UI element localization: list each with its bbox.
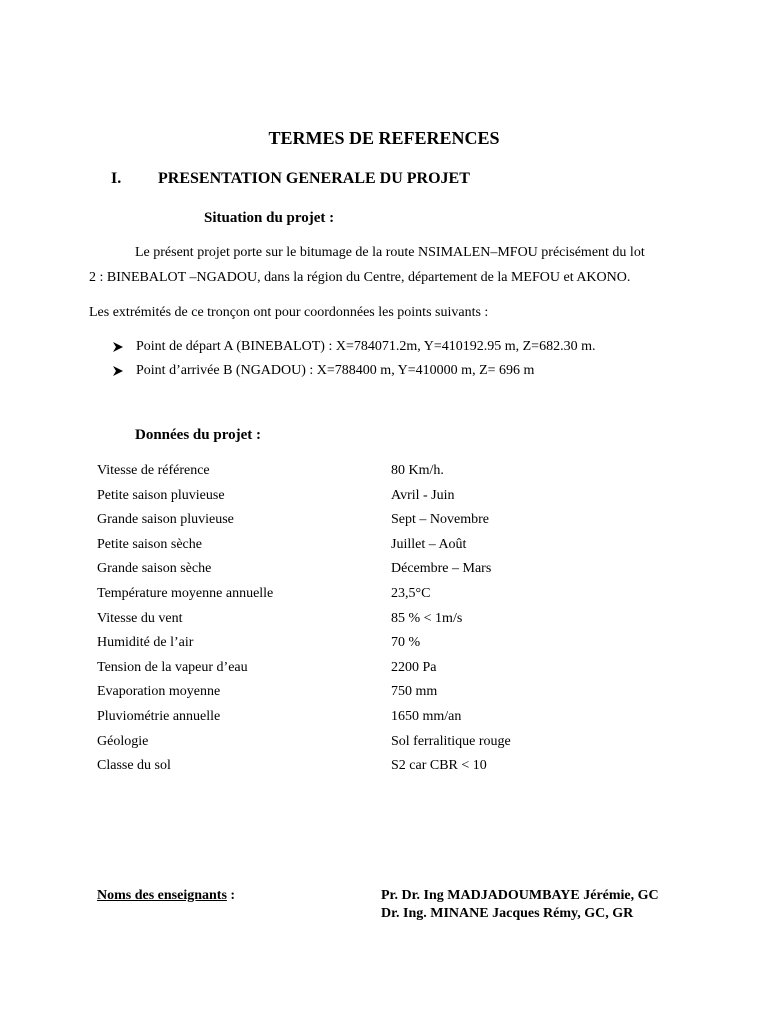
situation-heading: Situation du projet : <box>204 210 335 226</box>
table-cell-label: Vitesse du vent <box>97 610 183 626</box>
teacher-name-1: Pr. Dr. Ing MADJADOUMBAYE Jérémie, GC <box>381 888 659 903</box>
table-cell-value: 70 % <box>391 635 421 651</box>
table-cell-value: 1650 mm/an <box>391 708 462 724</box>
teachers-label-suffix: : <box>226 888 236 903</box>
table-cell-label: Grande saison pluvieuse <box>97 512 234 528</box>
table-cell-value: S2 car CBR < 10 <box>391 758 487 774</box>
section-number: I. <box>111 170 122 187</box>
teacher-name-2: Dr. Ing. MINANE Jacques Rémy, GC, GR <box>381 906 634 921</box>
table-cell-label: Grande saison sèche <box>97 561 212 577</box>
arrowhead-bullet-icon <box>111 364 125 378</box>
table-cell-value: Sept – Novembre <box>391 512 489 528</box>
list-item-text: Point de départ A (BINEBALOT) : X=784071.2m, Y=410192.95 m, Z=682.30 m. <box>136 339 596 354</box>
table-cell-label: Classe du sol <box>97 758 171 774</box>
teachers-label <box>97 888 235 904</box>
table-cell-label: Petite saison pluvieuse <box>97 487 225 503</box>
table-cell-label: Pluviométrie annuelle <box>97 708 221 724</box>
arrowhead-bullet-icon <box>111 340 125 354</box>
table-cell-value: Juillet – Août <box>391 536 467 552</box>
section-title: PRESENTATION GENERALE DU PROJET <box>158 170 470 187</box>
table-cell-label: Géologie <box>97 733 149 749</box>
table-cell-label: Température moyenne annuelle <box>97 585 274 601</box>
coordinates-intro: Les extrémités de ce tronçon ont pour coordonnées les points suivants : <box>89 305 489 320</box>
table-cell-label: Evaporation moyenne <box>97 684 221 700</box>
list-item <box>111 363 534 379</box>
table-cell-label: Humidité de l’air <box>97 635 194 651</box>
table-cell-value: Décembre – Mars <box>391 561 492 577</box>
table-cell-value: 2200 Pa <box>391 659 437 675</box>
table-cell-value: Sol ferralitique rouge <box>391 733 511 749</box>
table-cell-value: Avril - Juin <box>391 487 455 503</box>
table-cell-value: 23,5°C <box>391 585 431 601</box>
donnees-heading: Données du projet : <box>135 427 261 443</box>
table-cell-label: Vitesse de référence <box>97 463 210 478</box>
table-cell-value: 85 % < 1m/s <box>391 610 463 626</box>
list-item-text: Point d’arrivée B (NGADOU) : X=788400 m, Y=410000 m, Z= 696 m <box>136 363 535 378</box>
table-cell-value: 750 mm <box>391 684 438 700</box>
situation-paragraph-line-1: Le présent projet porte sur le bitumage de la route NSIMALEN–MFOU précisément du lot <box>135 245 645 260</box>
table-cell-label: Petite saison sèche <box>97 536 202 552</box>
situation-paragraph-line-2: 2 : BINEBALOT –NGADOU, dans la région du Centre, département de la MEFOU et AKONO. <box>89 270 631 285</box>
document-title: TERMES DE REFERENCES <box>268 128 500 148</box>
list-item <box>111 339 595 355</box>
teachers-label-text: Noms des enseignants <box>97 888 227 903</box>
table-cell-value: 80 Km/h. <box>391 463 444 478</box>
table-cell-label: Tension de la vapeur d’eau <box>97 659 248 675</box>
